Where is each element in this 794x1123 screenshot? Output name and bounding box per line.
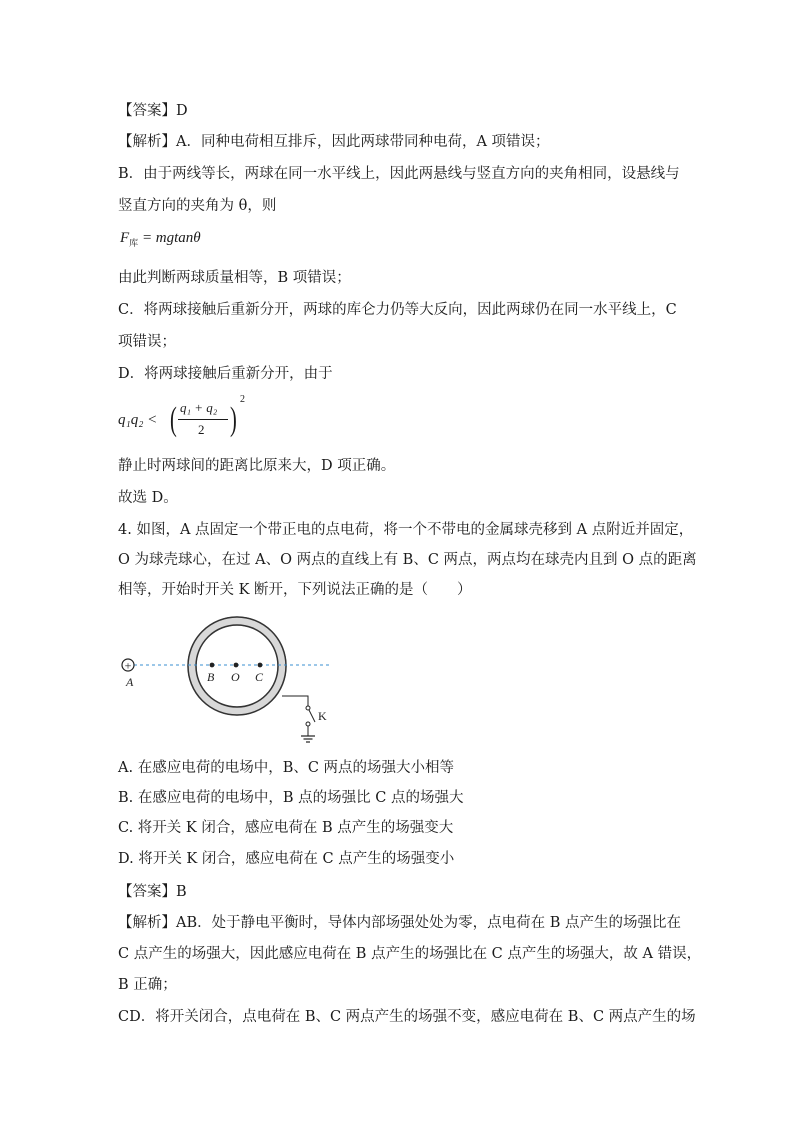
paren-right: ) xyxy=(230,401,237,438)
analysis-line: 【解析】AB．处于静电平衡时，导体内部场强处处为零，点电荷在 B 点产生的场强比在 xyxy=(118,915,681,931)
point-C xyxy=(258,663,263,668)
analysis-line: 静止时两球间的距离比原来大，D 项正确。 xyxy=(118,458,396,474)
answer-line-q4: 【答案】B xyxy=(118,884,187,900)
analysis-line: B 正确； xyxy=(118,977,177,993)
question-line: O 为球壳球心，在过 A、O 两点的直线上有 B、C 两点，两点均在球壳内且到 O 点的距离 xyxy=(118,552,697,568)
point-O xyxy=(234,663,239,668)
analysis-line: CD．将开关闭合，点电荷在 B、C 两点产生的场强不变，感应电荷在 B、C 两点产生的场 xyxy=(118,1009,696,1025)
label-B: B xyxy=(207,670,215,684)
fraction-bar xyxy=(178,419,228,420)
option-C: C. 将开关 K 闭合，感应电荷在 B 点产生的场强变大 xyxy=(118,820,454,836)
ground-wire xyxy=(282,696,308,706)
analysis-line: 项错误； xyxy=(118,334,176,350)
analysis-line: D．将两球接触后重新分开，由于 xyxy=(118,366,333,382)
option-B: B. 在感应电荷的电场中，B 点的场强比 C 点的场强大 xyxy=(118,790,464,806)
analysis-line: 竖直方向的夹角为 θ，则 xyxy=(118,198,277,214)
point-B xyxy=(210,663,215,668)
paren-left: ( xyxy=(170,401,177,438)
analysis-line: C 点产生的场强大，因此感应电荷在 B 点产生的场强比在 C 点产生的场强大，故 A 错误， xyxy=(118,946,702,962)
label-O: O xyxy=(231,670,240,684)
sphere-shell-figure xyxy=(110,608,350,753)
option-D: D. 将开关 K 闭合，感应电荷在 C 点产生的场强变小 xyxy=(118,851,455,867)
label-A: A xyxy=(126,675,134,689)
conclusion-line: 故选 D。 xyxy=(118,490,178,506)
analysis-line: C．将两球接触后重新分开，两球的库仑力仍等大反向，因此两球仍在同一水平线上，C xyxy=(118,302,677,318)
charge-plus-sign: + xyxy=(124,658,132,673)
ground-icon xyxy=(301,736,315,742)
switch-contact-top xyxy=(306,706,310,710)
formula-charge-inequality: q₁q₂ < ( q₁ + q₂ 2 ) 2 xyxy=(118,394,245,438)
label-K: K xyxy=(318,709,327,723)
question-line: 4. 如图，A 点固定一个带正电的点电荷，将一个不带电的金属球壳移到 A 点附近并固定， xyxy=(118,522,694,538)
option-A: A. 在感应电荷的电场中，B、C 两点的场强大小相等 xyxy=(118,760,455,776)
analysis-line: B．由于两线等长，两球在同一水平线上，因此两悬线与竖直方向的夹角相同，设悬线与 xyxy=(118,166,680,182)
label-C: C xyxy=(255,670,264,684)
analysis-line: 由此判断两球质量相等，B 项错误； xyxy=(118,270,351,286)
formula-coulomb-force: $F_库 = mgtan\theta$ xyxy=(120,230,201,248)
answer-line-q3: 【答案】D xyxy=(118,103,188,119)
switch-contact-bottom xyxy=(306,722,310,726)
analysis-line: 【解析】A．同种电荷相互排斥，因此两球带同种电荷，A 项错误； xyxy=(118,134,550,150)
switch-K-blade xyxy=(309,710,315,722)
question-line: 相等，开始时开关 K 断开，下列说法正确的是（ ） xyxy=(118,582,472,598)
